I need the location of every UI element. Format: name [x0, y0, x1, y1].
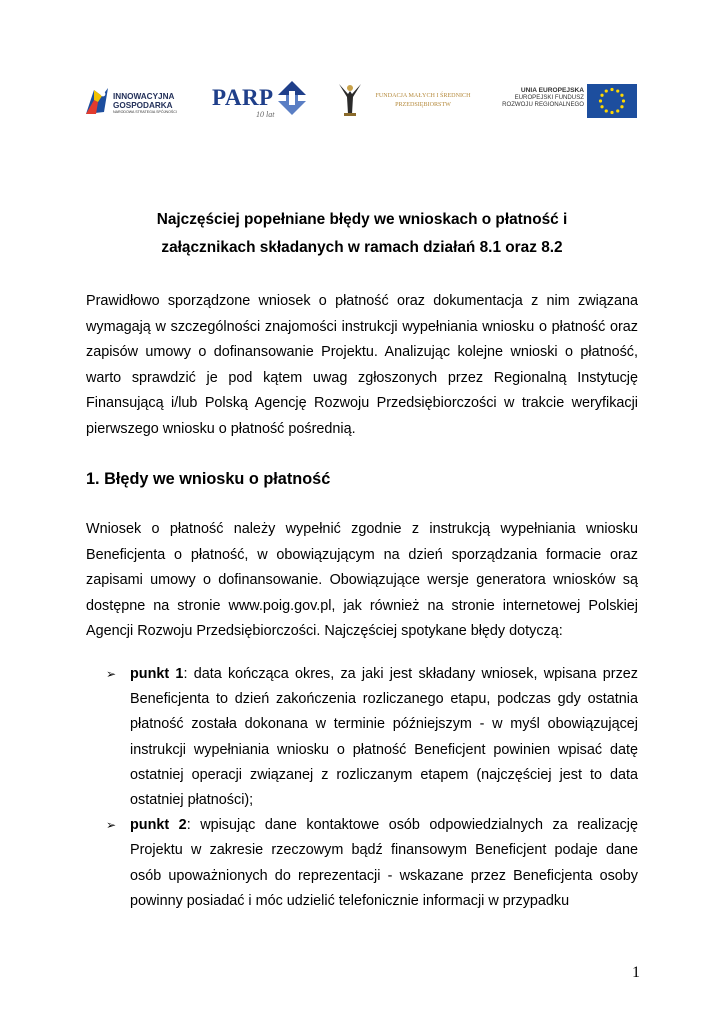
ue-line1: UNIA EUROPEJSKA — [520, 87, 584, 94]
innowacyjna-line1: INNOWACYJNA — [113, 92, 175, 101]
list-item — [106, 662, 638, 813]
logo-strip — [84, 80, 644, 122]
title-line-2: załącznikach składanych w ramach działań 8.1 oraz 8.2 — [161, 239, 563, 256]
eu-flag-icon — [587, 84, 637, 118]
fundacja-msp-logo — [337, 80, 482, 122]
arrow-bullet-icon: ➢ — [106, 667, 117, 681]
parp-arrows-icon — [278, 81, 306, 115]
document-title — [86, 206, 638, 262]
section-1-paragraph: Wniosek o płatność należy wypełnić zgodnie z instrukcją wypełniania wniosku Beneficjenta o płatność, w obowiązującym na dzień sporządzania formacie oraz zapisami umowy o dofinansowanie. Obowiązujące wersje generatora wniosków są dostępne na stronie www.poig.gov.pl, jak również na stronie internetowej Polskiej Agencji Rozwoju Przedsiębiorczości. Najczęściej spotykane błędy dotyczą: — [86, 521, 638, 639]
section-1-heading: 1. Błędy we wniosku o płatność — [86, 470, 331, 488]
innowacyjna-flag-icon — [84, 86, 110, 116]
bullet-text: : data kończąca okres, za jaki jest składany wniosek, wpisana przez Beneficjenta to dzień zakończenia rozliczanego etapu, podczas gdy ostatnia płatność została dokonana w terminie późniejszym - w myśl obowiązującej instrukcji wypełniania wniosku o płatność Beneficjent powinien wpisać datę ostatniej operacji związanej z rozliczanym etapem (najczęściej jest to data ostatniej płatności); — [130, 666, 638, 809]
unia-europejska-text — [494, 87, 584, 108]
list-item — [106, 813, 638, 914]
innowacyjna-text — [113, 92, 177, 115]
unia-europejska-logo — [494, 80, 639, 122]
bullet-key: punkt 2 — [130, 817, 187, 834]
innowacyjna-tagline: NARODOWA STRATEGIA SPÓJNOŚCI — [113, 110, 177, 114]
parp-logo — [212, 80, 312, 122]
innowacyjna-line2: GOSPODARKA — [113, 101, 173, 110]
page-number: 1 — [632, 964, 640, 981]
ue-line3: ROZWOJU REGIONALNEGO — [502, 101, 584, 108]
parp-wordmark: PARP — [212, 85, 274, 110]
title-line-1: Najczęściej popełniane błędy we wnioskach o płatność i — [156, 211, 568, 228]
innowacyjna-gospodarka-logo — [84, 80, 194, 122]
arrow-bullet-icon: ➢ — [106, 818, 117, 833]
errors-list — [106, 662, 638, 914]
intro-paragraph: Prawidłowo sporządzone wniosek o płatność oraz dokumentacja z nim związana wymagają w szczególności znajomości instrukcji wypełniania wniosku o płatność oraz zapisów umowy o dofinansowanie Projektu. Analizując kolejne wnioski o płatność, warto sprawdzić je pod kątem uwag zgłoszonych przez Regionalną Instytucję Finansującą i/lub Polską Agencję Rozwoju Przedsiębiorczości w trakcie weryfikacji pierwszego wniosku o płatność pośrednią. — [86, 293, 638, 437]
fundacja-line2: PRZEDSIĘBIORSTW — [395, 101, 451, 108]
fundacja-figure-icon — [337, 80, 363, 116]
fundacja-text — [364, 92, 482, 109]
parp-years: 10 lat — [256, 110, 275, 119]
ue-line2: EUROPEJSKI FUNDUSZ — [514, 94, 584, 101]
bullet-text: : wpisując dane kontaktowe osób odpowiedzialnych za realizację Projektu w zakresie rzeczowym bądź finansowym Beneficjent podaje dane osób upoważnionych do reprezentacji - wskazane przez Beneficjenta osoby powinny posiadać i móc udzielić telefonicznie informacji w przypadku — [130, 817, 639, 909]
bullet-key: punkt 1 — [130, 666, 184, 682]
fundacja-line1: FUNDACJA MAŁYCH I ŚREDNICH — [375, 93, 471, 99]
